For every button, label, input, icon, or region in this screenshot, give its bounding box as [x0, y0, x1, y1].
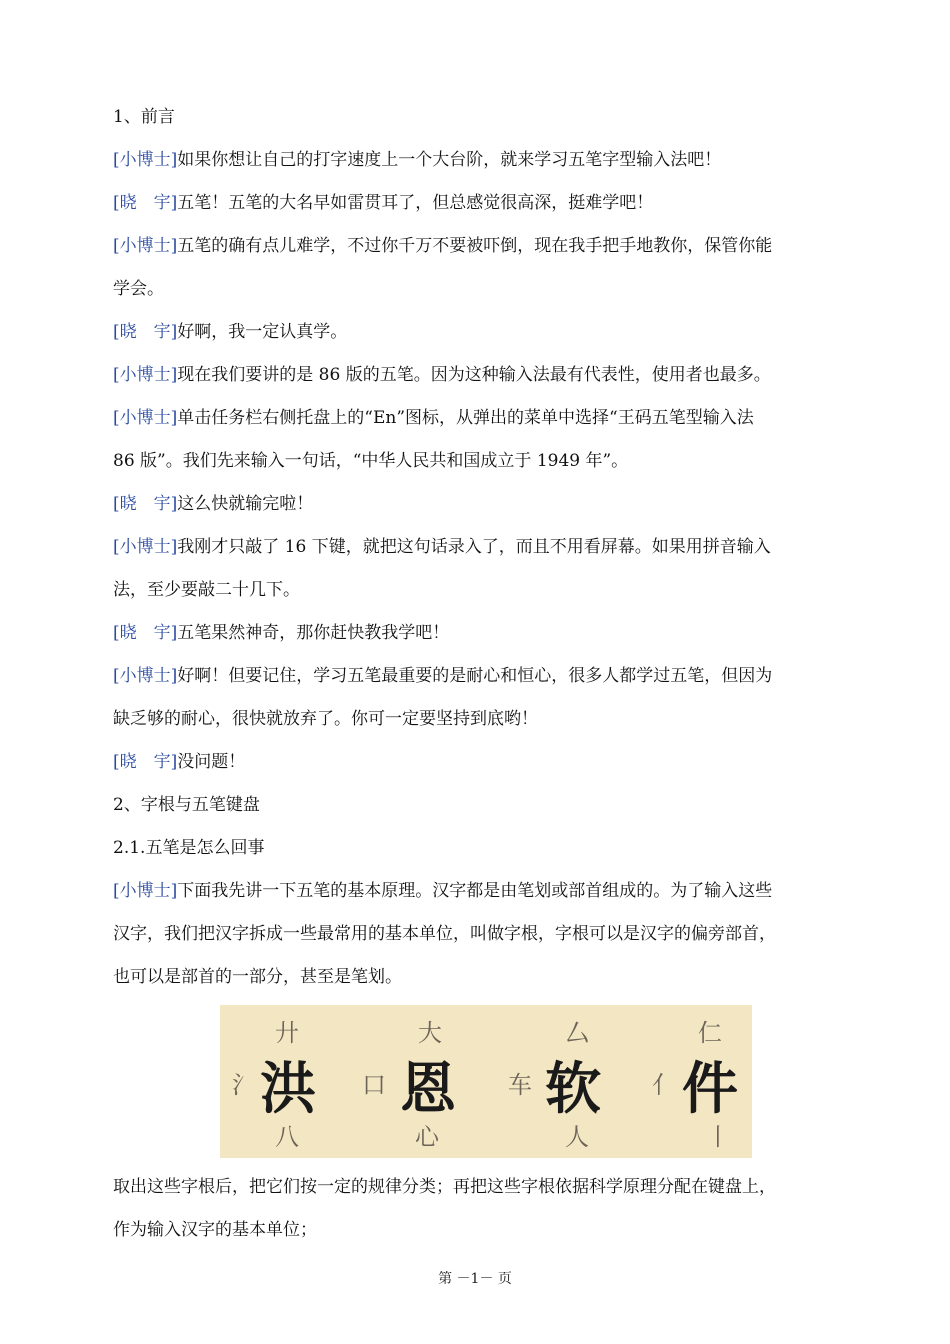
- dialogue-line-cont: 汉字，我们把汉字拆成一些最常用的基本单位，叫做字根，字根可以是汉字的偏旁部首，: [113, 924, 776, 944]
- paragraph-line: 作为输入汉字的基本单位；: [113, 1220, 317, 1240]
- character-label: 恩: [400, 1056, 456, 1122]
- dialogue-line: [晓 宇]五笔！五笔的大名早如雷贯耳了，但总感觉很高深，挺难学吧！: [113, 193, 654, 213]
- radical-label: 仁: [698, 1019, 722, 1047]
- speaker-tag: [小博士]: [113, 408, 178, 428]
- radical-label: 丨: [706, 1123, 730, 1151]
- dialogue-line: [小博士]现在我们要讲的是 86 版的五笔。因为这种输入法最有代表性，使用者也最多。: [113, 365, 771, 385]
- radical-label: 氵: [232, 1071, 256, 1099]
- speaker-tag: [小博士]: [113, 150, 178, 170]
- heading-preface: 1、前言: [113, 107, 175, 127]
- radical-label: 厶: [565, 1019, 589, 1047]
- dialogue-line: [晓 宇]没问题！: [113, 752, 246, 772]
- dialogue-line: [小博士]单击任务栏右侧托盘上的“En”图标，从弹出的菜单中选择“王码五笔型输入法: [113, 408, 754, 428]
- page-footer: 第 －1－ 页: [438, 1271, 512, 1287]
- dialogue-line: [晓 宇]五笔果然神奇，那你赶快教我学吧！: [113, 623, 450, 643]
- speaker-tag: [小博士]: [113, 666, 178, 686]
- radical-label: 亻: [652, 1071, 676, 1099]
- dialogue-line: [小博士]下面我先讲一下五笔的基本原理。汉字都是由笔划或部首组成的。为了输入这些: [113, 881, 773, 901]
- heading-section-2: 2、字根与五笔键盘: [113, 795, 260, 815]
- speaker-tag: [小博士]: [113, 365, 178, 385]
- dialogue-line: [晓 宇]好啊，我一定认真学。: [113, 322, 348, 342]
- dialogue-line: [晓 宇]这么快就输完啦！: [113, 494, 314, 514]
- dialogue-line-cont: 86 版”。我们先来输入一句话，“中华人民共和国成立于 1949 年”。: [113, 451, 629, 471]
- dialogue-line: [小博士]我刚才只敲了 16 下键，就把这句话录入了，而且不用看屏幕。如果用拼音输入: [113, 537, 771, 557]
- speaker-tag: [晓 宇]: [113, 623, 178, 643]
- speaker-tag: [晓 宇]: [113, 193, 178, 213]
- speaker-tag: [晓 宇]: [113, 322, 178, 342]
- speaker-tag: [小博士]: [113, 236, 178, 256]
- speaker-tag: [小博士]: [113, 537, 178, 557]
- dialogue-line: [小博士]好啊！但要记住，学习五笔最重要的是耐心和恒心，很多人都学过五笔，但因为: [113, 666, 773, 686]
- speaker-tag: [晓 宇]: [113, 494, 178, 514]
- radical-label: 口: [362, 1071, 386, 1099]
- character-label: 件: [682, 1056, 738, 1122]
- character-label: 洪: [260, 1056, 316, 1122]
- document-body-continued: [113, 1166, 873, 1252]
- radical-decomposition-figure: [220, 1005, 752, 1158]
- speaker-tag: [小博士]: [113, 881, 178, 901]
- dialogue-line-cont: 缺乏够的耐心，很快就放弃了。你可一定要坚持到底哟！: [113, 709, 538, 729]
- document-body: [113, 96, 873, 999]
- dialogue-line: [小博士]五笔的确有点儿难学，不过你千万不要被吓倒，现在我手把手地教你，保管你能: [113, 236, 773, 256]
- dialogue-line: [小博士]如果你想让自己的打字速度上一个大台阶，就来学习五笔字型输入法吧！: [113, 150, 722, 170]
- radical-label: 廾: [275, 1019, 299, 1047]
- radical-label: 人: [565, 1123, 589, 1151]
- dialogue-line-cont: 学会。: [113, 279, 164, 299]
- heading-section-2-1: 2.1.五笔是怎么回事: [113, 838, 265, 858]
- character-label: 软: [545, 1056, 601, 1122]
- dialogue-line-cont: 也可以是部首的一部分，甚至是笔划。: [113, 967, 402, 987]
- radical-label: 八: [275, 1123, 299, 1151]
- radical-label: 大: [418, 1019, 442, 1047]
- paragraph-line: 取出这些字根后，把它们按一定的规律分类；再把这些字根依据科学原理分配在键盘上，: [113, 1177, 776, 1197]
- speaker-tag: [晓 宇]: [113, 752, 178, 772]
- dialogue-line-cont: 法，至少要敲二十几下。: [113, 580, 300, 600]
- radical-label: 心: [415, 1123, 439, 1151]
- radical-label: 车: [508, 1071, 532, 1099]
